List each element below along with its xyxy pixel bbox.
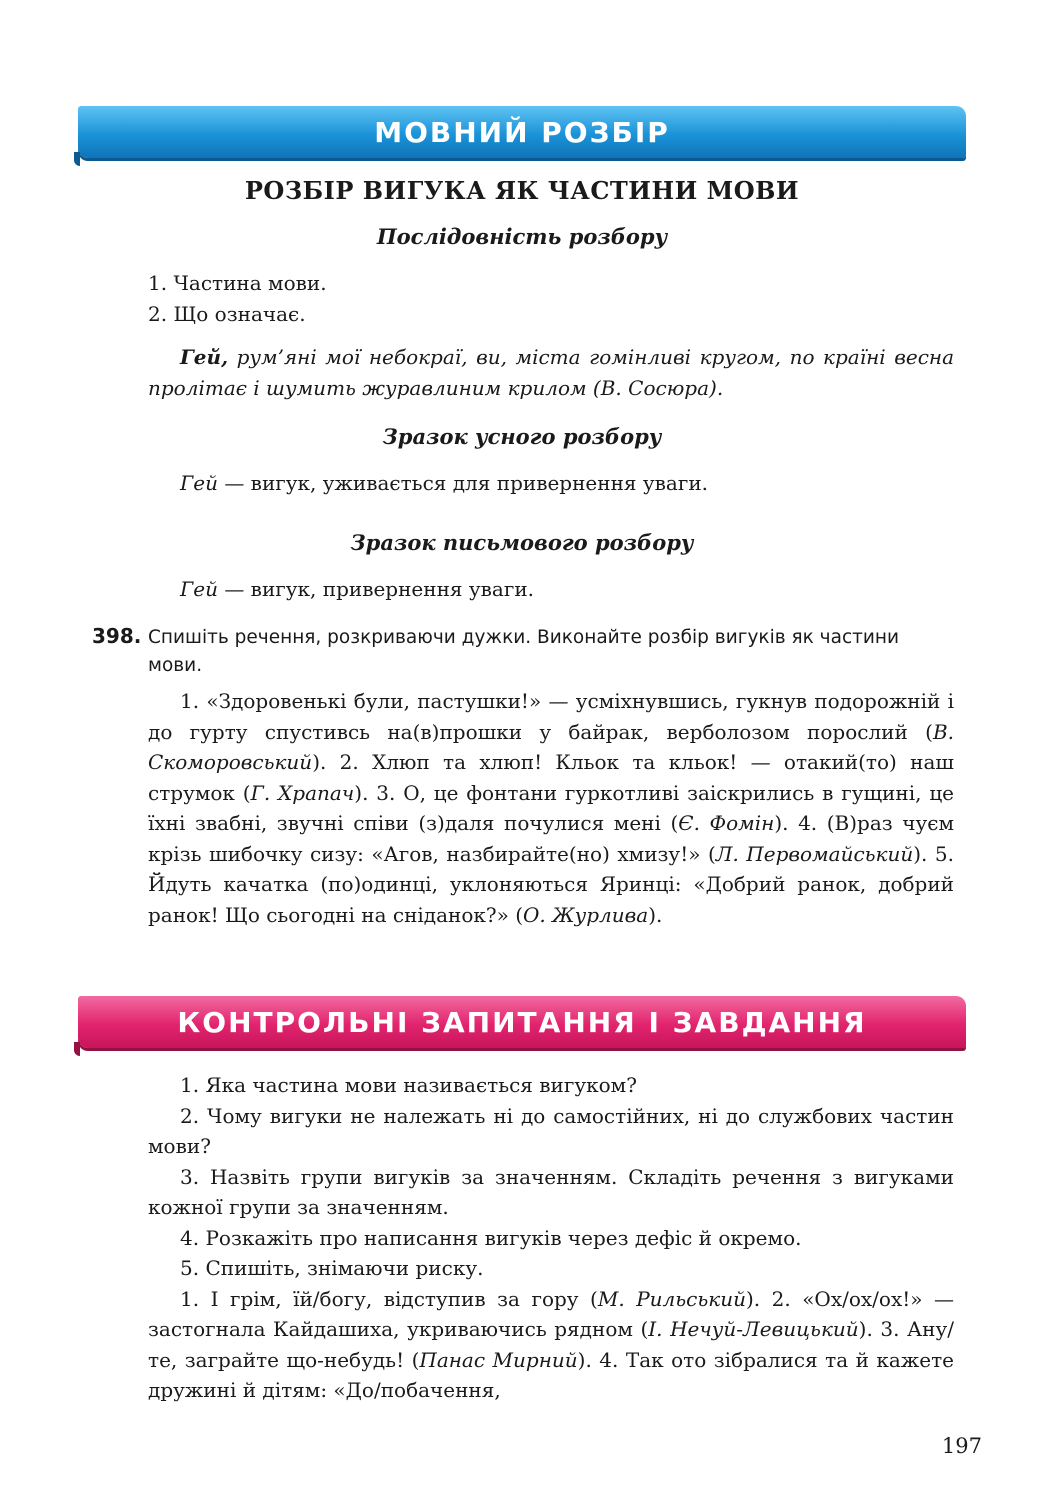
- assignment-author: Панас Мирний: [419, 1347, 578, 1372]
- section-banner-control-questions: [78, 996, 966, 1048]
- control-questions: [148, 1070, 954, 1406]
- oral-analysis: [148, 468, 954, 499]
- page-number: 197: [941, 1434, 982, 1458]
- exercise-author: Г. Храпач: [250, 780, 355, 805]
- example-sentence: [148, 342, 954, 403]
- example-author: (В. Сосюра).: [586, 375, 724, 400]
- exercise-author: Є. Фомін: [678, 811, 775, 835]
- exercise-author: О. Журлива: [523, 902, 649, 927]
- assignment-segment: ). 2. «Ох/ох/ох!» — застогнала Кайдашиха, укриваючись рядном (: [148, 1286, 954, 1341]
- question-item: 1. Яка частина мови називається вигуком?: [180, 1073, 637, 1097]
- question-item: 4. Розкажіть про написання вигуків через дефіс й окремо.: [180, 1225, 802, 1250]
- exercise-task: Спишіть речення, розкриваючи дужки. Виконайте розбір вигуків як частини мови.: [148, 627, 900, 676]
- oral-text: — вигук, уживається для привернення уваги.: [217, 471, 709, 495]
- oral-analysis-heading: Зразок усного розбору: [382, 424, 662, 449]
- oral-word: Гей: [180, 471, 218, 495]
- exercise-segment: ). 3. О, це фонтани гуркотливі заіскрились в гущині, це їхні звабні, звучні співи (з)даля почулися мені (: [148, 780, 955, 835]
- written-analysis-heading: Зразок письмового розбору: [350, 530, 694, 555]
- assignment-segment: 1. І грім, їй/богу, відступив за гору (: [180, 1286, 598, 1311]
- exercise-segment: ). 2. Хлюп та хлюп! Кльок та кльок! — отакий(то) наш струмок (: [148, 750, 954, 805]
- written-analysis: [148, 574, 954, 605]
- step-item: 2. Що означає.: [148, 301, 306, 326]
- assignment-segment: ). 3. Ану/те, заграйте що-небудь! (: [148, 1317, 954, 1372]
- banner-title: КОНТРОЛЬНІ ЗАПИТАННЯ І ЗАВДАННЯ: [177, 1005, 867, 1039]
- question-item: 3. Назвіть групи вигуків за значенням. Складіть речення з вигуками кожної групи за значенням.: [148, 1164, 954, 1219]
- question-item: 2. Чому вигуки не належать ні до самостійних, ні до службових частин мови?: [148, 1103, 954, 1158]
- assignment-author: І. Нечуй-Левицький: [648, 1317, 859, 1341]
- exercise-segment: ).: [648, 902, 663, 927]
- exercise-text: [148, 686, 954, 930]
- sequence-heading: Послідовність розбору: [376, 224, 668, 249]
- exercise-segment: ). 4. (В)раз чуєм крізь шибочку сизу: «Агов, назбирайте(но) хмизу!» (: [148, 811, 955, 866]
- analysis-steps: [148, 268, 954, 329]
- question-item: 5. Спишіть, знімаючи риску.: [180, 1256, 484, 1280]
- example-text: рум’яні мої небокраї, ви, міста гомінливі кругом, по країні весна пролітає і шумить журавлиним крилом: [148, 345, 954, 400]
- exercise-author: Л. Первомайський: [715, 841, 914, 866]
- written-word: Гей: [180, 577, 218, 601]
- page-title: РОЗБІР ВИГУКА ЯК ЧАСТИНИ МОВИ: [244, 176, 800, 205]
- assignment-text: [148, 1284, 954, 1406]
- exercise-segment: 1. «Здоровенькі були, пастушки!» — усміхнувшись, гукнув подорожній і до гурту спустивсь на(в)прошки у байрак, верболозом порослий (: [148, 689, 954, 744]
- exercise-number: 398.: [92, 624, 142, 648]
- exercise-author: В. Скоморовський: [148, 719, 954, 774]
- exercise-segment: ). 5. Йдуть качатка (по)одинці, уклоняються Яринці: «Добрий ранок, добрий ранок! Що сьогодні на сніданок?» (: [148, 841, 954, 927]
- assignment-segment: ). 4. Так ото зібралися та й кажете дружині й дітям: «До/побачення,: [148, 1347, 954, 1402]
- written-text: — вигук, привернення уваги.: [217, 577, 535, 601]
- banner-title: МОВНИЙ РОЗБІР: [374, 115, 670, 149]
- assignment-author: М. Рильський: [597, 1286, 746, 1311]
- section-banner-language-analysis: [78, 106, 966, 158]
- example-word: Гей,: [180, 345, 229, 369]
- step-item: 1. Частина мови.: [148, 271, 327, 295]
